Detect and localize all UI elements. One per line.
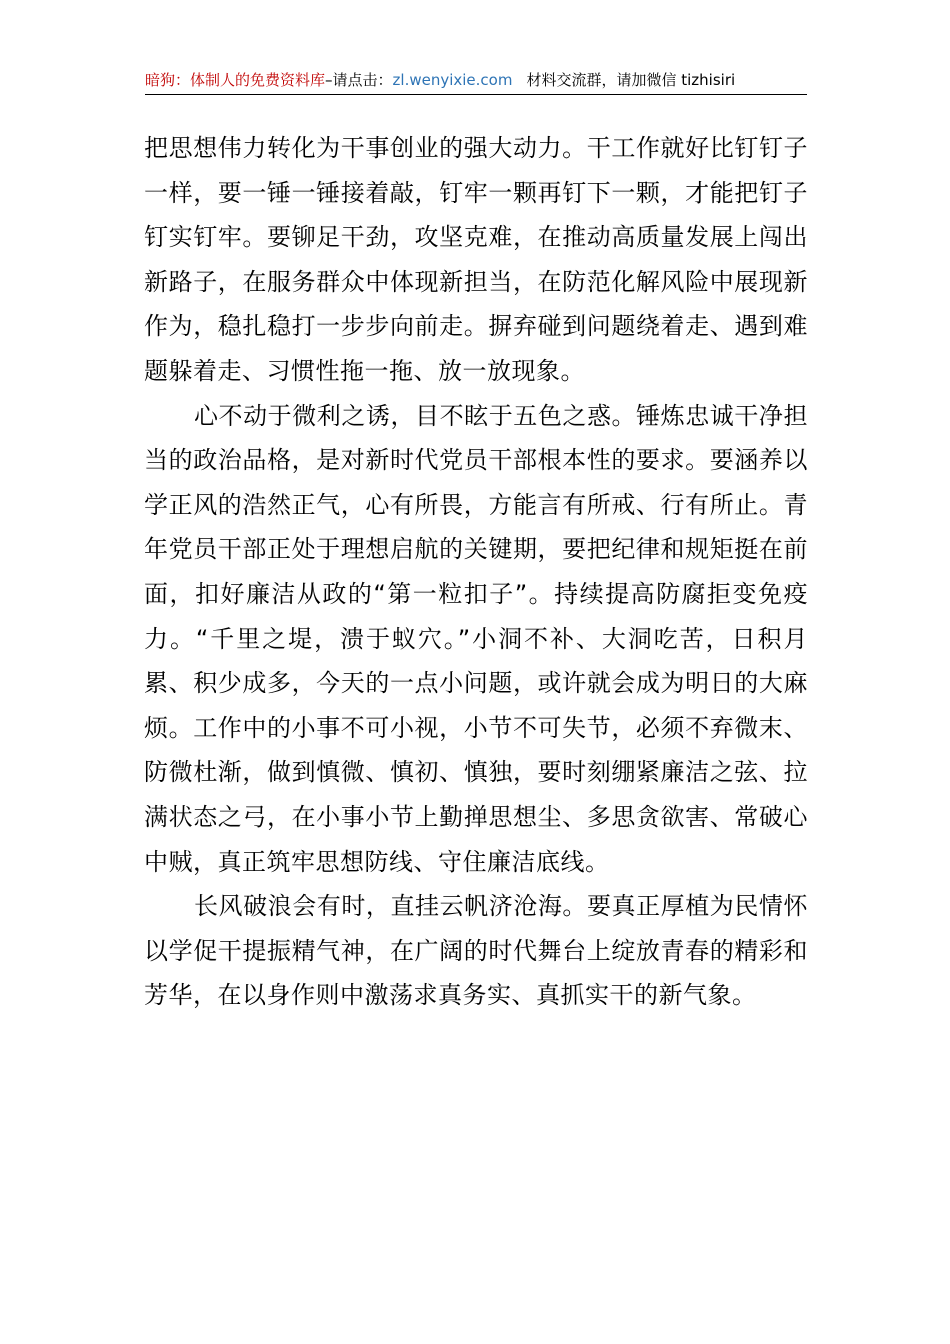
header-prompt: –请点击：: [325, 71, 393, 89]
header-brand: 暗狗：体制人的免费资料库: [145, 71, 326, 89]
header-group-note: 材料交流群，请加微信 tizhisiri: [526, 71, 736, 89]
page-header: [145, 68, 807, 95]
paragraph-3: 长风破浪会有时，直挂云帆济沧海。要真正厚植为民情怀以学促干提振精气神，在广阔的时代舞台上绽放青春的精彩和芳华，在以身作则中激荡求真务实、真抓实干的新气象。: [144, 892, 808, 1010]
paragraph-2: 心不动于微利之诱，目不眩于五色之惑。锤炼忠诚干净担当的政治品格，是对新时代党员干部根本性的要求。要涵养以学正风的浩然正气，心有所畏，方能言有所戒、行有所止。青年党员干部正处于理想启航的关键期，要把纪律和规矩挺在前面，扣好廉洁从政的“第一粒扣子”。持续提高防腐拒变免疫力。“千里之堤，溃于蚁穴。”小洞不补、大洞吃苦，日积月累、积少成多，今天的一点小问题，或许就会成为明日的大麻烦。工作中的小事不可小视，小节不可失节，必须不弃微末、防微杜渐，做到慎微、慎初、慎独，要时刻绷紧廉洁之弦、拉满状态之弓，在小事小节上勤掸思想尘、多思贪欲害、常破心中贼，真正筑牢思想防线、守住廉洁底线。: [144, 401, 808, 876]
document-body: [144, 126, 808, 1018]
paragraph-1: 把思想伟力转化为干事创业的强大动力。干工作就好比钉钉子一样，要一锤一锤接着敲，钉牢一颗再钉下一颗，才能把钉子钉实钉牢。要铆足干劲，攻坚克难，在推动高质量发展上闯出新路子，在服务群众中体现新担当，在防范化解风险中展现新作为，稳扎稳打一步步向前走。摒弃碰到问题绕着走、遇到难题躲着走、习惯性拖一拖、放一放现象。: [144, 134, 808, 385]
header-url-link[interactable]: zl.wenyixie.com: [392, 71, 513, 89]
